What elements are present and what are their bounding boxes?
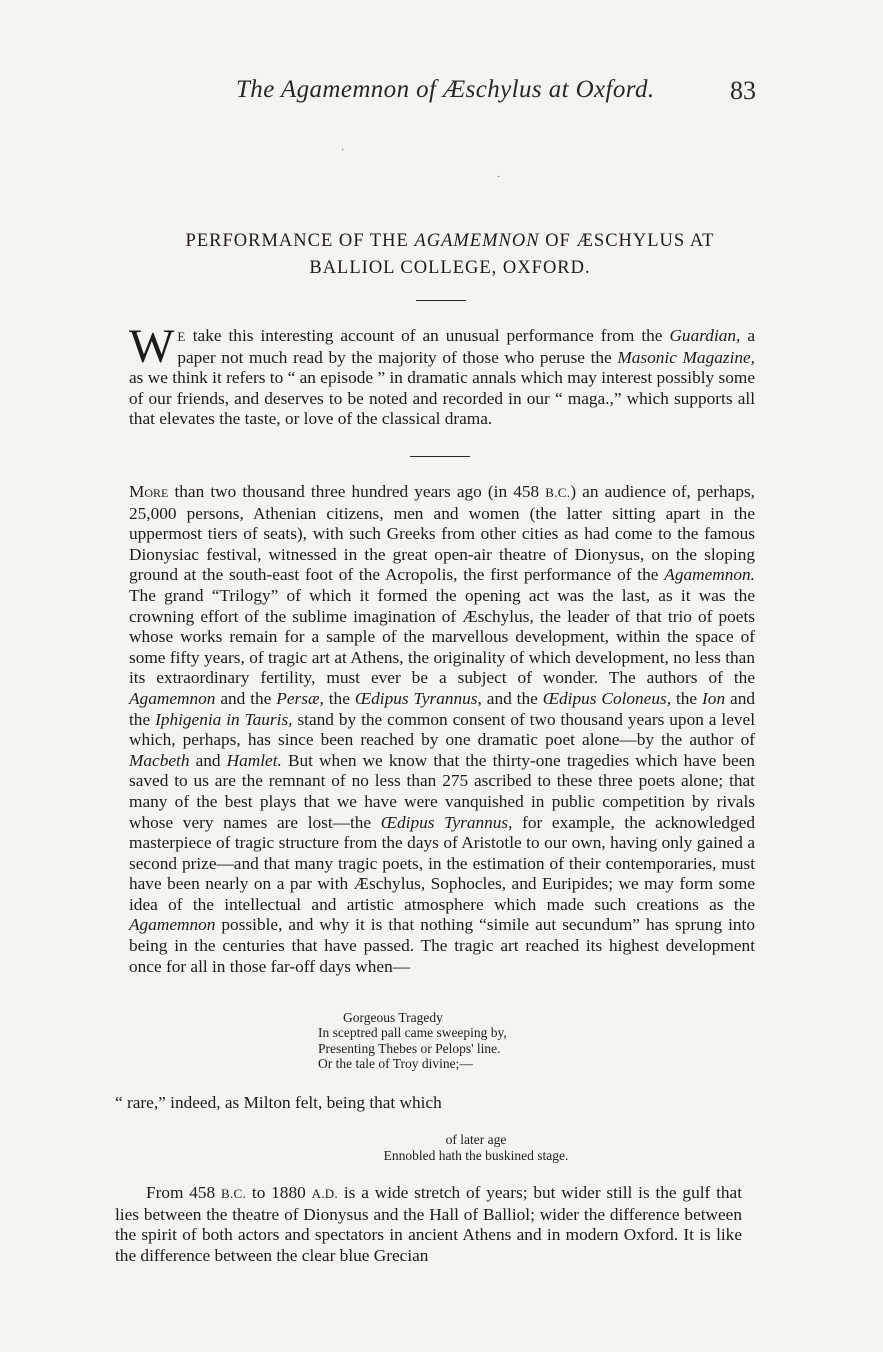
stray-mark: ·	[341, 145, 345, 156]
verse-line: of later age	[445, 1132, 507, 1147]
guardian-name: Guardian,	[669, 326, 741, 345]
paragraph-lead: More	[129, 482, 169, 501]
verse-line: Or the tale of Troy divine;—	[318, 1055, 473, 1071]
title-play-name: AGAMEMNON	[414, 231, 540, 251]
intro-paragraph: W E take this interesting account of an unusual performance from the Guardian, a paper not much read by the majority of those who peruse the Masonic Magazine, as we think it refers to “ an episode ” in dramatic annals which may interest possibly some of our friends, and deserves to be noted and recorded in our “ maga.,” which supports all that elevates the taste, or love of the classical drama.	[129, 320, 756, 429]
verse-line: Gorgeous Tragedy	[343, 1010, 443, 1025]
article-title	[120, 228, 780, 282]
verse-quotation-1	[318, 1010, 618, 1071]
continuation-line: “ rare,” indeed, as Milton felt, being that which	[115, 1093, 442, 1112]
magazine-name: Masonic Magazine,	[617, 347, 756, 367]
running-head	[0, 76, 883, 116]
drop-cap: W	[129, 320, 175, 373]
divider-rule	[410, 456, 470, 457]
page-number: 83	[730, 76, 756, 105]
divider-rule	[416, 300, 466, 301]
verse-quotation-2	[316, 1132, 636, 1164]
closing-paragraph: From 458 B.C. to 1880 A.D. is a wide stretch of years; but wider still is the gulf that lies between the theatre of Dionysus and the Hall of Balliol; wider the difference between the spirit of both actors and spectators in ancient Athens and in modern Oxford. It is like the difference between the clear blue Grecian	[115, 1183, 743, 1265]
verse-line: Ennobled hath the buskined stage.	[383, 1148, 569, 1163]
article-title-line-2: BALLIOL COLLEGE, OXFORD.	[309, 258, 591, 278]
running-title: The Agamemnon of Æschylus at Oxford.	[236, 76, 655, 103]
main-paragraph: More than two thousand three hundred years ago (in 458 B.C.) an audience of, perhaps, 25,000 persons, Athenian citizens, men and women (the latter sitting apart in the uppermost tiers of seats), with such Greeks from other cities as had come to the famous Dionysiac festival, witnessed in the great open-air theatre of Dionysus, on the sloping ground at the south-east foot of the Acropolis, the first performance of the Agamemnon. The grand “Trilogy” of which it formed the opening act was the last, as it was the crowning effort of the sublime imagination of Æschylus, the leader of that trio of poets whose works remain for a sample of the marvellous development, within the space of some fifty years, of tragic art at Athens, the originality of which development, no less than its extraordinary fertility, must ever be a subject of wonder. The authors of the Agamemnon and the Persæ, the Œdipus Tyrannus, and the Œdipus Coloneus, the Ion and the Iphigenia in Tauris, stand by the common consent of two thousand years upon a level which, perhaps, has since been reached by one dramatic poet alone—by the author of Macbeth and Hamlet. But when we know that the thirty-one tragedies which have been saved to us are the remnant of no less than 275 ascribed to these three poets alone; that many of the best plays that we have were vanquished in public competition by rivals whose very names are lost—the Œdipus Tyrannus, for example, the acknowledged masterpiece of tragic structure from the days of Aristotle to our own, having only gained a second prize—and that many tragic poets, in the estimation of their contemporaries, must have been nearly on a par with Æschylus, Sophocles, and Euripides; we may form some idea of the intellectual and artistic atmosphere which made such creations as the Agamemnon possible, and why it is that nothing “simile aut secundum” has sprung into being in the centuries that have passed. The tragic art reached its highest development once for all in those far-off days when—	[129, 482, 756, 976]
article-title-line-1: PERFORMANCE OF THE AGAMEMNON OF ÆSCHYLUS AT	[185, 231, 715, 251]
stray-mark: ·	[497, 172, 501, 183]
verse-line: In sceptred pall came sweeping by,	[318, 1025, 507, 1041]
verse-line: Presenting Thebes or Pelops' line.	[318, 1040, 501, 1056]
